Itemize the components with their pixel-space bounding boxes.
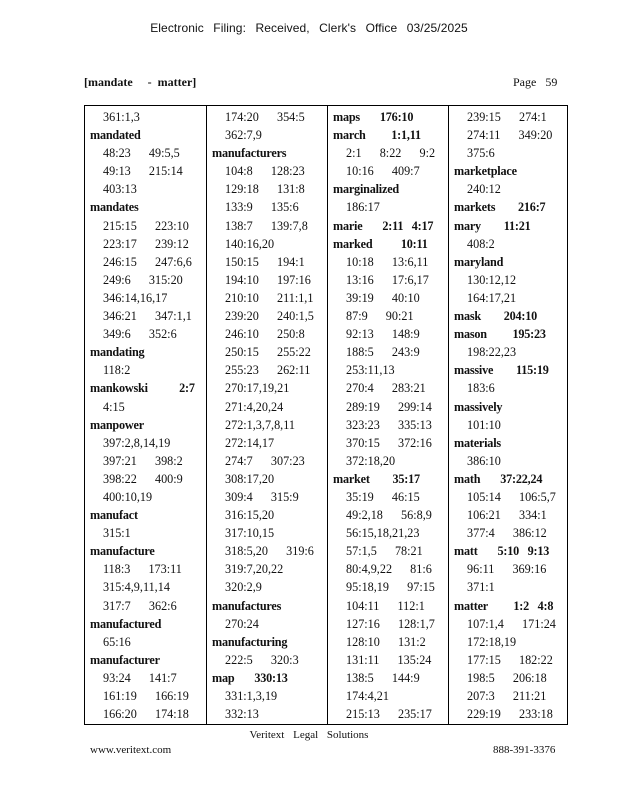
index-reference: 138:5 144:9: [346, 670, 420, 685]
index-reference: 315:4,9,11,14: [103, 580, 170, 595]
index-reference: 101:10: [467, 417, 501, 432]
index-reference: 331:1,3,19: [225, 689, 278, 703]
index-term: map 330:13: [212, 670, 288, 685]
index-reference: 130:12,12: [467, 272, 517, 287]
index-reference: 39:19 40:10: [346, 290, 420, 305]
index-reference: 57:1,5 78:21: [346, 544, 423, 559]
index-reference: 371:1: [467, 580, 495, 595]
index-reference: 319:7,20,22: [225, 562, 284, 577]
index-reference: 246:15 247:6,6: [103, 254, 192, 269]
index-reference: 128:10 131:2: [346, 634, 426, 649]
index-reference: 104:8 128:23: [225, 164, 305, 179]
index-term: marketplace: [454, 164, 517, 179]
index-term: matter 1:2 4:8: [454, 598, 554, 613]
footer-phone: 888-391-3376: [493, 744, 556, 756]
index-reference: 400:10,19: [103, 489, 153, 504]
index-reference: 49:13 215:14: [103, 164, 183, 179]
index-reference: 161:19 166:19: [103, 689, 189, 703]
index-reference: 138:7 139:7,8: [225, 218, 308, 233]
index-reference: 309:4 315:9: [225, 489, 299, 504]
filing-stamp: Electronic Filing: Received, Clerk's Office 03/25/2025: [150, 21, 468, 35]
index-reference: 4:15: [103, 399, 125, 414]
index-reference: 105:14 106:5,7: [467, 489, 556, 504]
index-column-2: [206, 106, 327, 724]
index-reference: 403:13: [103, 182, 137, 197]
index-reference: 174:20 354:5: [225, 110, 305, 124]
index-reference: 174:4,21: [346, 689, 389, 703]
index-term: manufacturing: [212, 634, 288, 649]
index-term: matt 5:10 9:13: [454, 544, 550, 559]
index-reference: 270:17,19,21: [225, 381, 290, 396]
index-reference: 95:18,19 97:15: [346, 580, 435, 595]
index-reference: 166:20 174:18: [103, 707, 189, 722]
word-index-table: [84, 105, 568, 725]
index-reference: 377:4 386:12: [467, 526, 547, 541]
index-reference: 332:13: [225, 707, 259, 722]
index-column-3: [327, 106, 448, 724]
index-term: massive 115:19: [454, 363, 549, 378]
index-reference: 56:15,18,21,23: [346, 526, 420, 541]
index-reference: 133:9 135:6: [225, 200, 299, 215]
index-term: mandates: [90, 200, 139, 215]
index-reference: 131:11 135:24: [346, 652, 432, 667]
index-reference: 215:15 223:10: [103, 218, 189, 233]
index-reference: 107:1,4 171:24: [467, 616, 556, 631]
index-reference: 80:4,9,22 81:6: [346, 562, 432, 577]
index-term: materials: [454, 435, 501, 450]
index-reference: 274:11 349:20: [467, 128, 553, 143]
index-reference: 397:21 398:2: [103, 453, 183, 468]
index-reference: 271:4,20,24: [225, 399, 284, 414]
page-number: Page 59: [513, 75, 558, 89]
index-term: mandated: [90, 128, 141, 143]
index-reference: 104:11 112:1: [346, 598, 425, 613]
index-reference: 320:2,9: [225, 580, 262, 595]
index-reference: 188:5 243:9: [346, 345, 420, 360]
index-reference: 308:17,20: [225, 471, 275, 486]
index-term: marked 10:11: [333, 236, 428, 251]
index-reference: 65:16: [103, 634, 131, 649]
index-reference: 246:10 250:8: [225, 327, 305, 342]
index-reference: 346:14,16,17: [103, 290, 168, 305]
footer-company: Veritext Legal Solutions: [249, 729, 369, 741]
index-reference: 249:6 315:20: [103, 272, 183, 287]
index-reference: 255:23 262:11: [225, 363, 311, 378]
index-reference: 96:11 369:16: [467, 562, 547, 577]
index-reference: 198:22,23: [467, 345, 517, 360]
index-term: manpower: [90, 417, 144, 432]
index-reference: 239:15 274:1: [467, 110, 547, 124]
index-term: market 35:17: [333, 471, 420, 486]
index-reference: 2:1 8:22 9:2: [346, 146, 436, 161]
index-reference: 48:23 49:5,5: [103, 146, 180, 161]
index-term: manufacturer: [90, 652, 160, 667]
index-term: mankowski 2:7: [90, 381, 195, 396]
index-reference: 318:5,20 319:6: [225, 544, 314, 559]
index-reference: 323:23 335:13: [346, 417, 432, 432]
index-term: math 37:22,24: [454, 471, 543, 486]
index-reference: 10:18 13:6,11: [346, 254, 429, 269]
index-reference: 346:21 347:1,1: [103, 309, 192, 324]
index-reference: 317:10,15: [225, 526, 275, 541]
index-term: mary 11:21: [454, 218, 531, 233]
index-reference: 127:16 128:1,7: [346, 616, 435, 631]
index-reference: 150:15 194:1: [225, 254, 305, 269]
index-range-label: [mandate - matter]: [84, 75, 197, 89]
index-reference: 349:6 352:6: [103, 327, 177, 342]
index-term: manufacture: [90, 544, 155, 559]
index-reference: 239:20 240:1,5: [225, 309, 314, 324]
index-reference: 35:19 46:15: [346, 489, 420, 504]
index-reference: 194:10 197:16: [225, 272, 311, 287]
index-reference: 370:15 372:16: [346, 435, 432, 450]
index-reference: 372:18,20: [346, 453, 396, 468]
index-term: manufactures: [212, 598, 282, 613]
index-reference: 240:12: [467, 182, 501, 197]
index-term: mandating: [90, 345, 145, 360]
index-reference: 118:3 173:11: [103, 562, 182, 577]
index-column-4: [448, 106, 567, 724]
index-reference: 317:7 362:6: [103, 598, 177, 613]
index-reference: 87:9 90:21: [346, 309, 414, 324]
index-reference: 270:4 283:21: [346, 381, 426, 396]
index-reference: 177:15 182:22: [467, 652, 553, 667]
index-term: marginalized: [333, 182, 399, 197]
index-reference: 229:19 233:18: [467, 707, 553, 722]
index-reference: 10:16 409:7: [346, 164, 420, 179]
index-reference: 172:18,19: [467, 634, 517, 649]
index-reference: 129:18 131:8: [225, 182, 305, 197]
index-reference: 398:22 400:9: [103, 471, 183, 486]
index-reference: 118:2: [103, 363, 131, 378]
index-reference: 49:2,18 56:8,9: [346, 508, 432, 523]
index-reference: 183:6: [467, 381, 495, 396]
index-term: maryland: [454, 254, 504, 269]
index-reference: 92:13 148:9: [346, 327, 420, 342]
index-reference: 140:16,20: [225, 236, 275, 251]
index-reference: 207:3 211:21: [467, 689, 547, 703]
index-term: march 1:1,11: [333, 128, 421, 143]
index-reference: 215:13 235:17: [346, 707, 432, 722]
index-reference: 408:2: [467, 236, 495, 251]
index-reference: 222:5 320:3: [225, 652, 299, 667]
index-reference: 289:19 299:14: [346, 399, 432, 414]
index-term: markets 216:7: [454, 200, 546, 215]
index-reference: 250:15 255:22: [225, 345, 311, 360]
index-term: manufacturers: [212, 146, 287, 161]
index-term: massively: [454, 399, 503, 414]
index-reference: 106:21 334:1: [467, 508, 547, 523]
index-reference: 375:6: [467, 146, 495, 161]
index-reference: 316:15,20: [225, 508, 275, 523]
index-reference: 274:7 307:23: [225, 453, 305, 468]
index-reference: 361:1,3: [103, 110, 140, 124]
index-reference: 13:16 17:6,17: [346, 272, 429, 287]
index-term: manufactured: [90, 616, 162, 631]
index-reference: 253:11,13: [346, 363, 395, 378]
index-term: maps 176:10: [333, 110, 414, 124]
index-reference: 272:14,17: [225, 435, 275, 450]
index-reference: 272:1,3,7,8,11: [225, 417, 295, 432]
index-term: mason 195:23: [454, 327, 546, 342]
index-reference: 386:10: [467, 453, 501, 468]
index-reference: 397:2,8,14,19: [103, 435, 171, 450]
index-reference: 198:5 206:18: [467, 670, 547, 685]
index-reference: 210:10 211:1,1: [225, 290, 314, 305]
index-term: marie 2:11 4:17: [333, 218, 434, 233]
index-reference: 362:7,9: [225, 128, 262, 143]
footer-website: www.veritext.com: [90, 744, 172, 756]
index-term: manufact: [90, 508, 138, 523]
index-column-1: [85, 106, 206, 724]
index-reference: 186:17: [346, 200, 380, 215]
index-reference: 164:17,21: [467, 290, 517, 305]
index-reference: 315:1: [103, 526, 131, 541]
index-reference: 93:24 141:7: [103, 670, 177, 685]
index-reference: 223:17 239:12: [103, 236, 189, 251]
index-reference: 270:24: [225, 616, 259, 631]
index-term: mask 204:10: [454, 309, 538, 324]
